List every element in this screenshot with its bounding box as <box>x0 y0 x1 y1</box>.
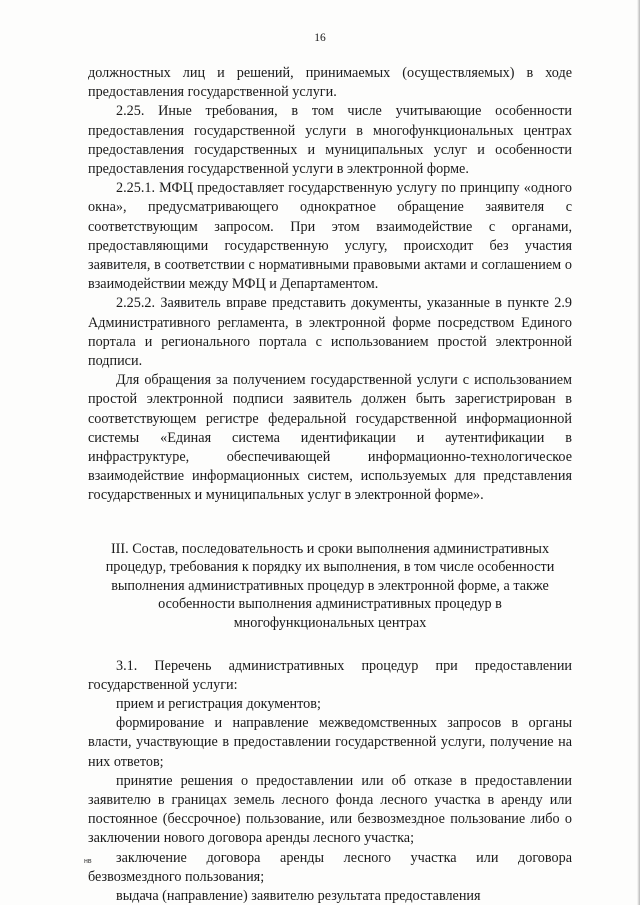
paragraph-continuation: должностных лиц и решений, принимаемых (осуществляемых) в ходе предоставления государственной услуги. <box>88 65 572 101</box>
list-item: принятие решения о предоставлении или об отказе в предоставлении заявителю в границах земель лесного фонда лесного участка в аренду или постоянное (бессрочное) пользование, или безвозмездное пользование либо о заключении нового договора аренды лесного участка; <box>88 772 572 847</box>
list-item: формирование и направление межведомственных запросов в органы власти, участвующие в предоставлении государственной услуги, получение на них ответов; <box>88 715 572 770</box>
list-intro: 3.1. Перечень административных процедур при предоставлении государственной услуги: <box>88 657 572 693</box>
paragraph-2-25-1: 2.25.1. МФЦ предоставляет государственную услугу по принципу «одного окна», предусматривающего однократное обращение заявителя с соответствующим запросом. При этом взаимодействие с органами, предоставляющими государственную услугу, происходит без участия заявителя, в соответствии с нормативными правовыми актами и соглашением о взаимодействии между МФЦ и Департаментом. <box>88 180 572 293</box>
section-heading: III. Состав, последовательность и сроки выполнения административных процедур, требования к порядку их выполнения, в том числе особенности выполнения административных процедур в электронной форме, а также особенности выполнения административных процедур в многофункциональных центрах <box>105 540 555 632</box>
footer-initials: нв <box>84 858 92 865</box>
list-item: заключение договора аренды лесного участка или договора безвозмездного пользования; <box>88 849 572 885</box>
list-item: прием и регистрация документов; <box>116 696 321 713</box>
list-item: выдача (направление) заявителю результата предоставления <box>116 888 481 905</box>
paragraph-2-25-2: 2.25.2. Заявитель вправе представить документы, указанные в пункте 2.9 Административного регламента, в электронной форме посредством Единого портала и регионального портала с использованием простой электронной подписи. <box>88 295 572 370</box>
paragraph-esia-registration: Для обращения за получением государственной услуги с использованием простой электронной подписи заявитель должен быть зарегистрирован в соответствующем регистре федеральной государственной информационной системы «Единая система идентификации и аутентификации в инфраструктуре, обеспечивающей информационно-технологическое взаимодействие информационных систем, используемых для представления государственных и муниципальных услуг в электронной форме». <box>88 372 572 504</box>
page-number: 16 <box>314 32 326 44</box>
document-body <box>88 64 572 906</box>
paragraph-2-25: 2.25. Иные требования, в том числе учитывающие особенности предоставления государственной услуги в многофункциональных центрах предоставления государственных и муниципальных услуг и особенности предоставления государственной услуги в электронной форме. <box>88 103 572 178</box>
